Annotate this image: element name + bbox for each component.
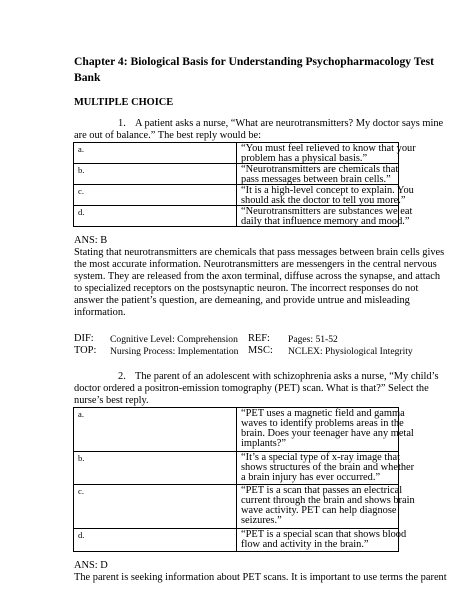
q2-option-d-letter: d. [78, 530, 85, 540]
q1-option-d-line1: “Neurotransmitters are substances we eat [241, 206, 413, 217]
q1-ref-label: REF: [248, 333, 270, 344]
q2-option-c-letter: c. [78, 486, 84, 496]
q1-msc-value: NCLEX: Physiological Integrity [288, 346, 413, 357]
q1-number: 1. [118, 118, 126, 129]
q2-stem-line1: The parent of an adolescent with schizophrenia asks a nurse, “My child’s [135, 371, 439, 382]
q2-option-a-line2: waves to identify problems areas in the [241, 418, 404, 429]
q2-option-b-letter: b. [78, 453, 85, 463]
q2-option-c-line3: wave activity. PET can help diagnose [241, 505, 397, 516]
q2-option-b-line1: “It’s a special type of x-ray image that [241, 452, 400, 463]
q2-stem-line2: doctor ordered a positron-emission tomography (PET) scan. What is that?” Select the [74, 383, 429, 394]
q2-option-d-line2: flow and activity in the brain.” [241, 539, 369, 550]
q1-option-d-letter: d. [78, 207, 85, 217]
q2-option-b-line2: shows structures of the brain and whether [241, 462, 415, 473]
q2-stem-line3: nurse’s best reply. [74, 395, 149, 406]
q1-option-b-line2: pass messages between brain cells.” [241, 174, 391, 185]
q2-number: 2. [118, 371, 126, 382]
q2-option-a-line3: brain. Does your teenager have any metal [241, 428, 414, 439]
chapter-title-line1: Chapter 4: Biological Basis for Understanding Psychopharmacology Test [74, 55, 434, 68]
q1-rationale-line6: information. [74, 307, 126, 318]
q1-stem-line1: A patient asks a nurse, “What are neurotransmitters? My doctor says mine [135, 118, 444, 129]
q1-stem-line2: are out of balance.” The best reply would be: [74, 130, 262, 141]
q1-rationale-line4: to specialized receptors on the postsynaptic neuron. The incorrect responses do not [74, 283, 419, 294]
q2-option-c-line4: seizures.” [241, 515, 282, 526]
q2-option-c-line2: current through the brain and shows brain [241, 495, 415, 506]
q1-option-a-letter: a. [78, 144, 84, 154]
q1-dif-label: DIF: [74, 333, 94, 344]
q2-option-c-line1: “PET is a scan that passes an electrical [241, 485, 403, 496]
q1-option-d-line2: daily that influence memory and mood.” [241, 216, 410, 227]
q2-option-a-line1: “PET uses a magnetic field and gamma [241, 408, 405, 419]
q2-option-d-line1: “PET is a special scan that shows blood [241, 529, 407, 540]
q1-dif-value: Cognitive Level: Comprehension [110, 334, 238, 345]
q2-rationale-line1: The parent is seeking information about PET scans. It is important to use terms the parent [74, 572, 447, 583]
q1-option-c-letter: c. [78, 186, 84, 196]
q1-rationale-line2: the most accurate information. Neurotransmitters are messengers in the central nervous [74, 259, 437, 270]
q2-option-a-line4: implants?” [241, 438, 287, 449]
q1-option-b-letter: b. [78, 165, 85, 175]
q1-top-label: TOP: [74, 345, 97, 356]
q1-top-value: Nursing Process: Implementation [110, 346, 239, 357]
q1-rationale-line3: system. They are released from the axon terminal, diffuse across the synapse, and attach [74, 271, 441, 282]
q1-option-c-line2: should ask the doctor to tell you more.” [241, 195, 406, 206]
q1-ref-value: Pages: 51-52 [288, 334, 338, 345]
q1-option-c-line1: “It is a high-level concept to explain. You [241, 185, 414, 196]
q2-answer: ANS: D [74, 560, 108, 571]
q2-option-b-line3: a brain injury has ever occurred.” [241, 472, 381, 483]
q1-option-a-line2: problem has a physical basis.” [241, 153, 368, 164]
chapter-title-line2: Bank [74, 71, 101, 84]
q2-option-a-letter: a. [78, 409, 84, 419]
q1-rationale-line5: answer the patient’s question, are demeaning, and provide untrue and misleading [74, 295, 410, 306]
q1-option-a-line1: “You must feel relieved to know that your [241, 143, 416, 154]
section-heading: MULTIPLE CHOICE [74, 97, 174, 108]
q1-msc-label: MSC: [248, 345, 273, 356]
q1-option-b-line1: “Neurotransmitters are chemicals that [241, 164, 399, 175]
q1-rationale-line1: Stating that neurotransmitters are chemicals that pass messages between brain cells gives [74, 247, 445, 258]
q1-answer: ANS: B [74, 235, 108, 246]
